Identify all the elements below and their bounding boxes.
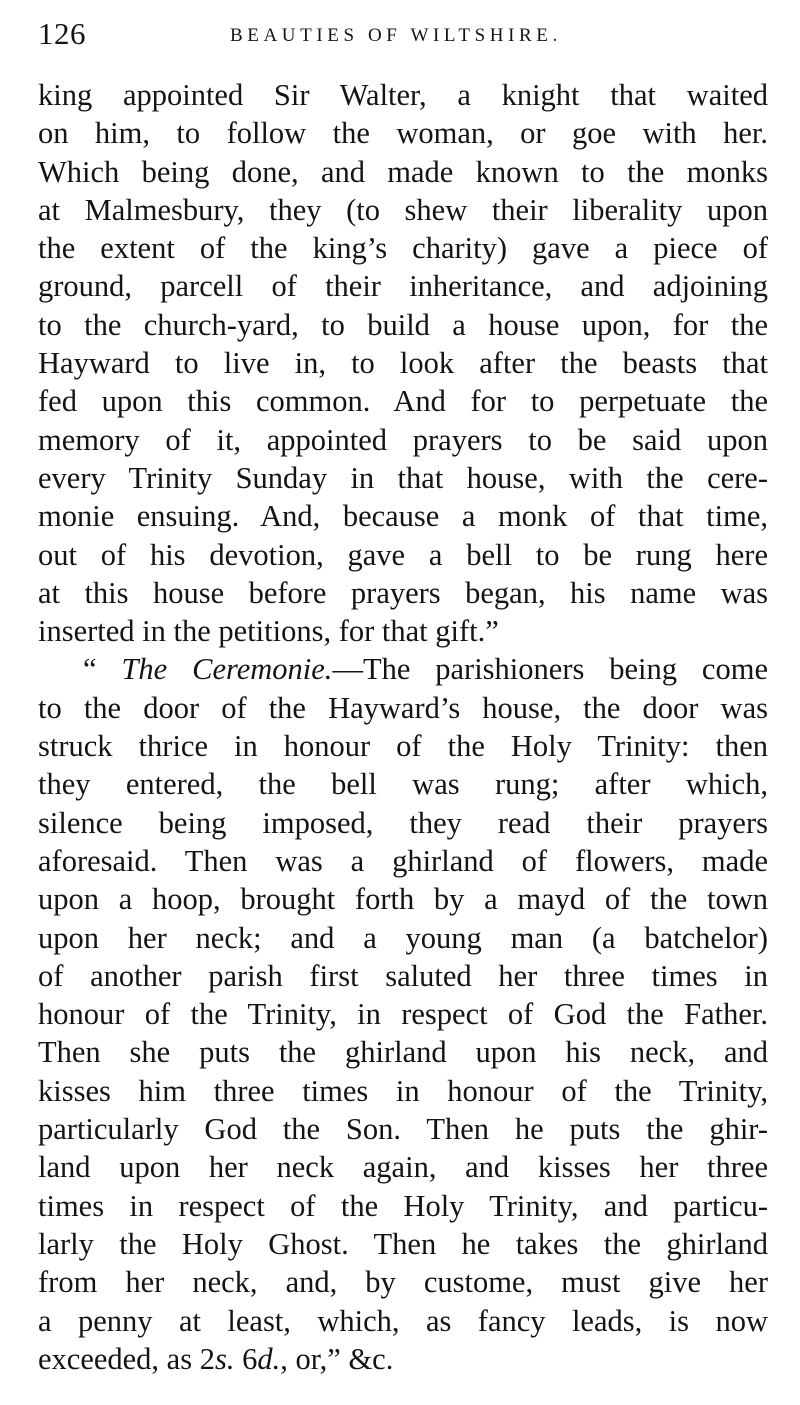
- text-line: aforesaid. Then was a ghirland of flowers, made: [38, 843, 768, 878]
- shillings-abbr: s.: [214, 1341, 235, 1376]
- paragraph-ceremonie: [38, 650, 768, 1378]
- page-number: 126: [38, 16, 86, 51]
- text-line: kisses him three times in honour of the Trinity,: [38, 1073, 768, 1108]
- text-line: larly the Holy Ghost. Then he takes the ghirland: [38, 1226, 768, 1261]
- text-line: at this house before prayers began, his name was: [38, 575, 768, 610]
- text-line: times in respect of the Holy Trinity, and particu-: [38, 1188, 768, 1223]
- running-head: [38, 14, 766, 54]
- paragraph-continuation: [38, 76, 768, 650]
- text-line: a penny at least, which, as fancy leads, is now: [38, 1303, 768, 1338]
- text-line: ground, parcell of their inheritance, and adjoining: [38, 269, 768, 304]
- text-line: Hayward to live in, to look after the beasts that: [38, 346, 768, 381]
- text-line: memory of it, appointed prayers to be said upon: [38, 422, 768, 457]
- text-line: to the church-yard, to build a house upon, for the: [38, 307, 768, 342]
- ceremonie-heading: The Ceremonie.: [121, 652, 333, 687]
- text-line: inserted in the petitions, for that gift.”: [38, 614, 499, 649]
- open-quote: “: [83, 652, 122, 687]
- final-mid: 6: [234, 1341, 258, 1376]
- text-line: Which being done, and made known to the monks: [38, 154, 768, 189]
- text-line: particularly God the Son. Then he puts the ghir-: [38, 1112, 768, 1147]
- first-line-rest: —The parishioners being come: [332, 652, 768, 687]
- body-text: [38, 76, 768, 1378]
- final-post: , or,” &c.: [280, 1341, 394, 1376]
- text-line: fed upon this common. And for to perpetuate the: [38, 384, 768, 419]
- text-line: king appointed Sir Walter, a knight that waited: [38, 78, 768, 112]
- final-pre: exceeded, as 2: [38, 1341, 215, 1376]
- text-line: the extent of the king’s charity) gave a piece of: [38, 231, 768, 266]
- text-line: to the door of the Hayward’s house, the door was: [38, 690, 768, 725]
- text-line-first: [38, 650, 768, 688]
- text-line: upon a hoop, brought forth by a mayd of the town: [38, 882, 768, 917]
- running-title: BEAUTIES OF WILTSHIRE.: [230, 25, 562, 46]
- text-line: at Malmesbury, they (to shew their liberality upon: [38, 192, 768, 227]
- text-line: honour of the Trinity, in respect of God the Father.: [38, 997, 768, 1032]
- text-line: of another parish first saluted her three times in: [38, 958, 768, 993]
- text-line: monie ensuing. And, because a monk of that time,: [38, 499, 768, 534]
- text-line: out of his devotion, gave a bell to be rung here: [38, 537, 768, 572]
- text-line: struck thrice in honour of the Holy Trinity: then: [38, 729, 768, 764]
- pence-abbr: d.: [257, 1341, 281, 1376]
- text-line: they entered, the bell was rung; after which,: [38, 767, 768, 802]
- text-line: from her neck, and, by custome, must give her: [38, 1265, 768, 1300]
- text-line: upon her neck; and a young man (a batchelor): [38, 920, 768, 955]
- text-line: silence being imposed, they read their prayers: [38, 805, 768, 840]
- text-line: every Trinity Sunday in that house, with the cere-: [38, 460, 768, 495]
- text-line: on him, to follow the woman, or goe with her.: [38, 116, 768, 151]
- text-line: Then she puts the ghirland upon his neck, and: [38, 1035, 768, 1070]
- text-line: land upon her neck again, and kisses her three: [38, 1150, 768, 1185]
- text-line-final: [38, 1340, 768, 1378]
